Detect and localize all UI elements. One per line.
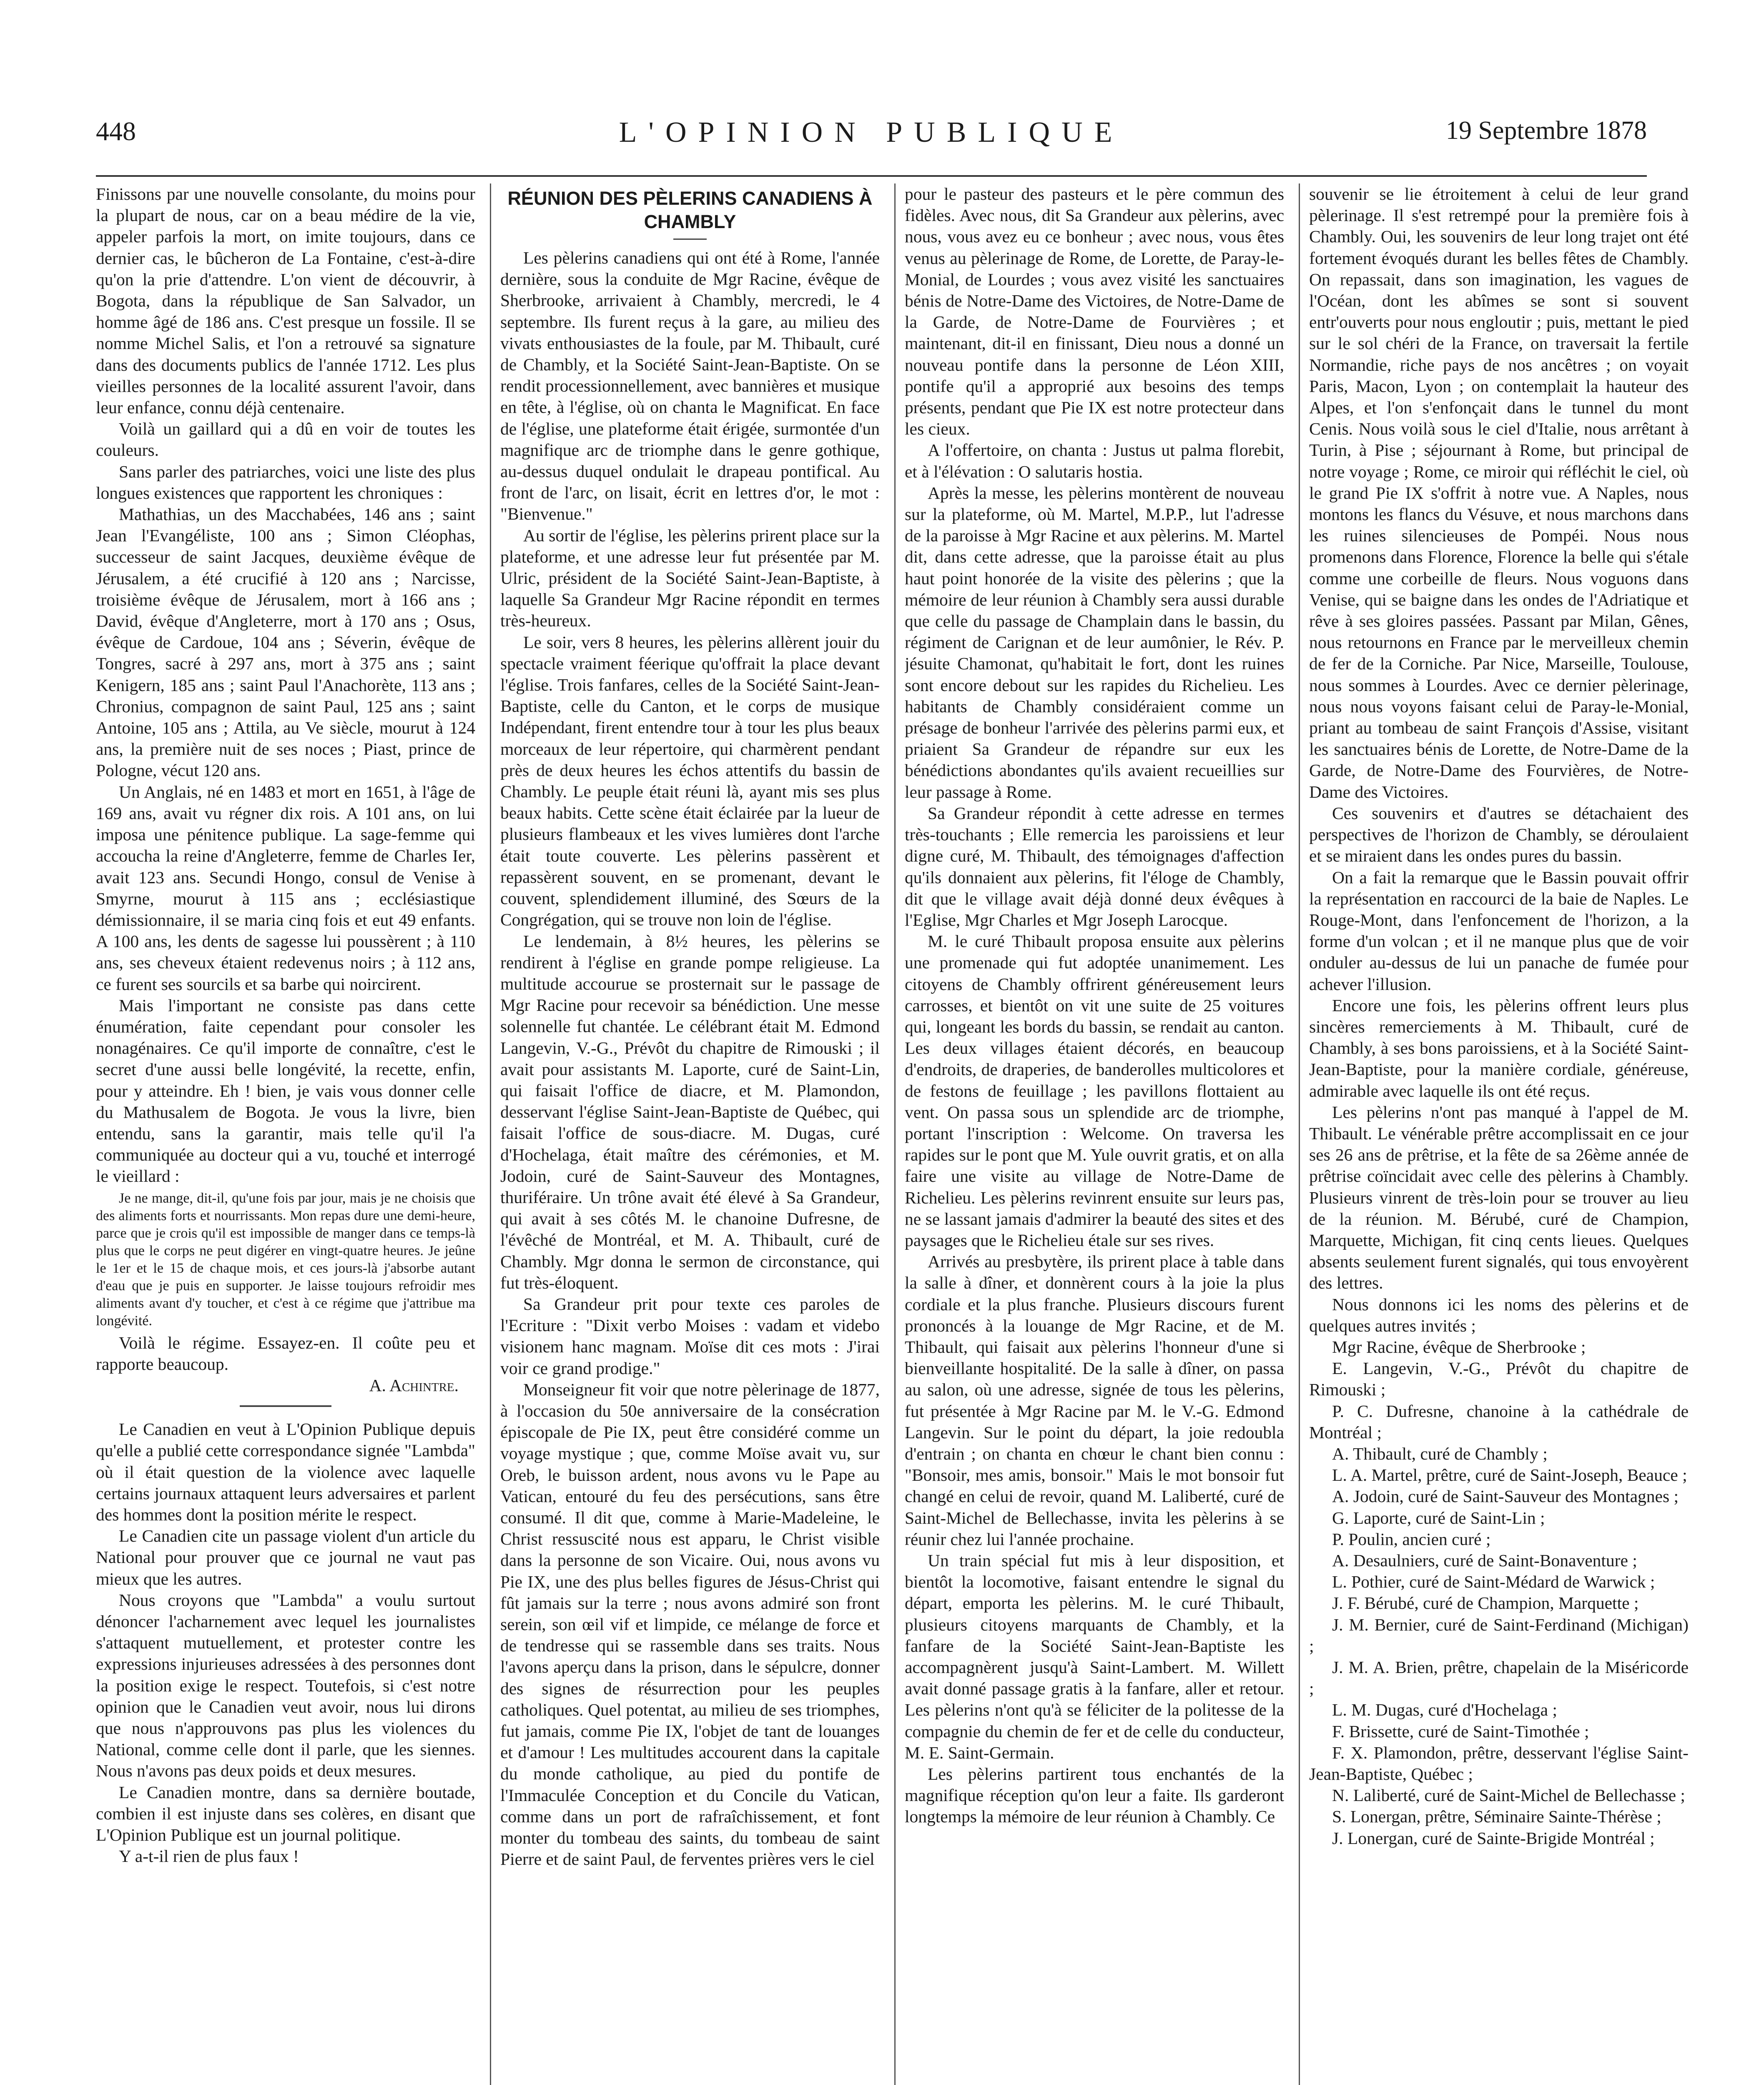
- article-paragraph: Le Canadien cite un passage violent d'un article du National pour prouver que ce journal ne vaut pas mieux que les autres.: [96, 1526, 475, 1588]
- article-paragraph: souvenir se lie étroitement à celui de leur grand pèlerinage. Il s'est retrempé pour la première fois à Chambly. Oui, les souvenirs de leur long trajet ont été fortement évoqués durant les belles fêtes de Chambly. On repassait, dans son imagination, les vagues de l'Océan, dont les abîmes se sont si souvent entr'ouverts pour nous engloutir ; puis, mettant le pied sur le sol chéri de la France, on traversait la fertile Normandie, riche pays de nos ancêtres ; on voyait Paris, Macon, Lyon ; on contemplait la hauteur des Alpes, et l'on s'enfonçait dans le tunnel du mont Cenis. Nous voilà sous le ciel d'Italie, nous arrêtant à Turin, à Pise ; séjournant à Rome, but principal de notre voyage ; Rome, ce miroir qui réfléchit le ciel, où le grand Pie IX s'offrit à notre vue. A Naples, nous montons les flancs du Vésuve, et nous marchons dans les ruines silencieuses de Pompéi. Nous nous promenons dans Florence, Florence la belle qui s'étale comme une corbeille de fleurs. Nous voguons dans Venise, qui se baigne dans les ondes de l'Adriatique et rêve à ses gloires passées. Passant par Milan, Gênes, nous retournons en France par le merveilleux chemin de fer de la Corniche. Par Nice, Marseille, Toulouse, nous sommes à Lourdes. Avec ce dernier pèlerinage, nous nous voyons faisant celui de Paray-le-Monial, priant au tombeau de saint François d'Assise, visitant les sanctuaires bénis de Lorette, de Notre-Dame de la Garde, de Notre-Dame des Fourvières, de Notre-Dame des Victoires.: [1309, 184, 1689, 801]
- column-2: [500, 183, 880, 2085]
- name-entry: F. X. Plamondon, prêtre, desservant l'église Saint-Jean-Baptiste, Québec ;: [1309, 1743, 1689, 1784]
- name-entry: G. Laporte, curé de Saint-Lin ;: [1332, 1508, 1545, 1527]
- name-entry: A. Jodoin, curé de Saint-Sauveur des Montagnes ;: [1332, 1487, 1679, 1506]
- name-entry: L. A. Martel, prêtre, curé de Saint-Joseph, Beauce ;: [1332, 1465, 1687, 1485]
- article-paragraph: Les pèlerins canadiens qui ont été à Rome, l'année dernière, sous la conduite de Mgr Racine, évêque de Sherbrooke, arrivaient à Chambly, mercredi, le 4 septembre. Ils furent reçus à la gare, au milieu des vivats enthousiastes de la foule, par M. Thibault, curé de Chambly, et la Société Saint-Jean-Baptiste. On se rendit processionnellement, avec bannières et musique en tête, à l'église, où on chanta le Magnificat. En face de l'église, une plateforme était érigée, surmontée d'un magnifique arc de triomphe dans le genre gothique, au-dessus duquel ondulait le drapeau pontifical. Au front de l'arc, on lisait, écrit en lettres d'or, le mot : "Bienvenue.": [500, 248, 880, 524]
- article-paragraph: Sa Grandeur répondit à cette adresse en termes très-touchants ; Elle remercia les paroissiens et leur digne curé, M. Thibault, des témoignages d'affection qu'ils donnaient aux pèlerins, fit l'éloge de Chambly, dit que le village avait déjà donné deux évêques à l'Eglise, Mgr Charles et Mgr Joseph Larocque.: [905, 803, 1284, 929]
- article-paragraph: Y a-t-il rien de plus faux !: [119, 1846, 299, 1866]
- name-entry: P. Poulin, ancien curé ;: [1332, 1529, 1491, 1549]
- name-entry: F. Brissette, curé de Saint-Timothée ;: [1332, 1721, 1589, 1741]
- article-paragraph: Monseigneur fit voir que notre pèlerinage de 1877, à l'occasion du 50e anniversaire de la consécration épiscopale de Pie IX, peut être considéré comme un voyage mystique ; que, comme Moïse avait vu, sur Oreb, le buisson ardent, nous avons vu le Pape au Vatican, entouré du feu des persécutions, sans être consumé. Il dit que, comme à Marie-Madeleine, le Christ ressuscité nous est apparu, le Christ visible dans la personne de son Vicaire. Oui, nous avons vu Pie IX, une des plus belles figures de Jésus-Christ qui fût jamais sur la terre ; nous avons admiré son front serein, son œil vif et limpide, ce mélange de force et de tendresse qui se rassemble dans ses traits. Nous l'avons aperçu dans la prison, dans le sépulcre, donner des signes de résurrection pour les peuples catholiques. Quel potentat, au milieu de ses triomphes, fut jamais, comme Pie IX, l'objet de tant de louanges et d'amour ! Les multitudes accourent dans la capitale du monde catholique, au pied du pontife de l'Immaculée Conception et du Concile du Vatican, comme dans un port de rafraîchissement, et font monter du tombeau des saints, du tombeau de saint Pierre et de saint Paul, de ferventes prières vers le ciel: [500, 1379, 880, 1869]
- article-paragraph: On a fait la remarque que le Bassin pouvait offrir la représentation en raccourci de la baie de Naples. Le Rouge-Mont, dans l'enfoncement de l'horizon, a la forme d'un volcan ; et il ne manque plus que de voir onduler au-dessus de lui un panache de fumée pour achever l'illusion.: [1309, 867, 1689, 994]
- page-number: 448: [96, 116, 136, 146]
- name-entry: Mgr Racine, évêque de Sherbrooke ;: [1332, 1337, 1586, 1357]
- column-divider: [894, 183, 896, 2085]
- name-entry: P. C. Dufresne, chanoine à la cathédrale de Montréal ;: [1309, 1401, 1689, 1442]
- article-paragraph: pour le pasteur des pasteurs et le père commun des fidèles. Avec nous, dit Sa Grandeur aux pèlerins, avec nous, vous avez eu ce bonheur ; avec nous, vous êtes venus au pèlerinage de Rome, de Lorette, de Paray-le-Monial, de Lourdes ; vous avez visité les sanctuaires bénis de Notre-Dame des Victoires, de Notre-Dame de la Garde, de Notre-Dame de Fourvières ; et maintenant, dit-il en finissant, Dieu nous a donné un nouveau pontife dans la personne de Léon XIII, pontife qu'il a approprié aux besoins des temps présents, pendant que Pie IX est notre protecteur dans les cieux.: [905, 184, 1284, 439]
- article-heading: RÉUNION DES PÈLERINS CANADIENS À CHAMBLY: [507, 188, 873, 232]
- article-paragraph: Le Canadien en veut à L'Opinion Publique depuis qu'elle a publié cette correspondance signée "Lambda" où il était question de la violence avec laquelle certains journaux attaquent leurs adversaires et parlent des hommes dont la position mérite le respect.: [96, 1419, 475, 1524]
- article-paragraph: M. le curé Thibault proposa ensuite aux pèlerins une promenade qui fut adoptée unanimement. Les citoyens de Chambly offrirent généreusement leurs carrosses, et bientôt on vit une suite de 25 voitures qui, longeant les bords du bassin, se rendait au canton. Les deux villages étaient décorés, en beaucoup d'endroits, de draperies, de banderolles multicolores et de festons de feuillage ; les pavillons flottaient au vent. On passa sous un splendide arc de triomphe, portant l'inscription : Welcome. On traversa les rapides sur le pont que M. Yule ouvrit gratis, et on alla faire une visite au village de Notre-Dame de Richelieu. Les pèlerins revinrent ensuite sur leurs pas, ne se lassant jamais d'admirer la beauté des sites et des paysages que le Richelieu étale sur ses rives.: [905, 932, 1284, 1250]
- name-entry: L. M. Dugas, curé d'Hochelaga ;: [1332, 1700, 1557, 1720]
- article-paragraph: Ces souvenirs et d'autres se détachaient des perspectives de l'horizon de Chambly, se déroulaient et se miraient dans les ondes pures du bassin.: [1309, 803, 1689, 866]
- name-entry: S. Lonergan, prêtre, Séminaire Sainte-Thérèse ;: [1332, 1807, 1661, 1826]
- column-1: [96, 183, 475, 2085]
- issue-date: 19 Septembre 1878: [1445, 116, 1647, 145]
- newspaper-title: L'OPINION PUBLIQUE: [619, 116, 1124, 148]
- name-entry: J. Lonergan, curé de Sainte-Brigide Montréal ;: [1332, 1828, 1655, 1848]
- name-entry: A. Thibault, curé de Chambly ;: [1332, 1444, 1548, 1463]
- name-entry: J. F. Bérubé, curé de Champion, Marquette ;: [1332, 1593, 1639, 1613]
- header-rule: [96, 175, 1647, 177]
- column-3: [905, 183, 1284, 2085]
- article-paragraph: Finissons par une nouvelle consolante, du moins pour la plupart de nous, car on a beau médire de la vie, appeler parfois la mort, on imite toujours, dans ce dernier cas, le bûcheron de La Fontaine, c'est-à-dire qu'on la prie d'attendre. L'on vient de découvrir, à Bogota, dans la république de San Salvador, un homme âgé de 186 ans. C'est presque un fossile. Il se nomme Michel Salis, et l'on a retrouvé sa signature dans des documents publics de l'année 1712. Les plus vieilles personnes de la localité assurent l'avoir, dans leur enfance, connu déjà centenaire.: [96, 184, 475, 417]
- name-entry: E. Langevin, V.-G., Prévôt du chapitre de Rimouski ;: [1309, 1359, 1689, 1399]
- section-divider: [240, 1405, 331, 1407]
- name-entry: J. M. A. Brien, prêtre, chapelain de la Miséricorde ;: [1309, 1658, 1689, 1698]
- article-paragraph: Après la messe, les pèlerins montèrent de nouveau sur la plateforme, où M. Martel, M.P.P., lut l'adresse de la paroisse à Mgr Racine et aux pèlerins. M. Martel dit, dans cette adresse, que la paroisse était au plus haut point honorée de la visite des pèlerins ; que la mémoire de leur réunion à Chambly sera aussi durable que celle du passage de Champlain dans le bassin, du régiment de Carignan et de leur aumônier, le Rév. P. jésuite Chamonat, qu'habitait le fort, dont les ruines sont encore debout sur les rapides du Richelieu. Les habitants de Chambly considéraient comme un présage de bonheur l'arrivée des pèlerins parmi eux, et priaient Sa Grandeur de répandre sur eux les bénédictions abondantes qu'ils avaient recueillies sur leur passage à Rome.: [905, 483, 1284, 801]
- author-signature: A. Achintre.: [369, 1375, 459, 1395]
- heading-dash: [673, 239, 707, 240]
- article-paragraph: Voilà le régime. Essayez-en. Il coûte peu et rapporte beaucoup.: [96, 1333, 475, 1374]
- name-entry: A. Desaulniers, curé de Saint-Bonaventure ;: [1332, 1551, 1637, 1570]
- column-divider: [490, 183, 491, 2085]
- page-header: [96, 116, 1647, 162]
- article-paragraph: Sa Grandeur prit pour texte ces paroles de l'Ecriture : "Dixit verbo Moises : vadam et videbo visionem hanc magnam. Moïse dit ces mots : J'irai voir ce grand prodige.": [500, 1294, 880, 1378]
- name-entry: L. Pothier, curé de Saint-Médard de Warwick ;: [1332, 1572, 1655, 1592]
- article-paragraph: Au sortir de l'église, les pèlerins prirent place sur la plateforme, et une adresse leur fut présentée par M. Ulric, président de la Société Saint-Jean-Baptiste, à laquelle Sa Grandeur Mgr Racine répondit en termes très-heureux.: [500, 525, 880, 631]
- article-paragraph: Nous donnons ici les noms des pèlerins et de quelques autres invités ;: [1309, 1294, 1689, 1335]
- article-paragraph: Le soir, vers 8 heures, les pèlerins allèrent jouir du spectacle vraiment féerique qu'offrait la place devant l'église. Trois fanfares, celles de la Société Saint-Jean-Baptiste, celle du Canton, et le corps de musique Indépendant, firent entendre tour à tour les plus beaux morceaux de leur répertoire, qui charmèrent pendant près de deux heures les échos attentifs du bassin de Chambly. Le peuple était réuni là, ayant mis ses plus beaux habits. Cette scène était éclairée par la lueur de plusieurs flambeaux et les vives lumières dont l'arche était toute couverte. Les pèlerins passèrent et repassèrent souvent, en se promenant, devant le couvent, splendidement illuminé, des Sœurs de la Congrégation, qui se trouve non loin de l'église.: [500, 632, 880, 929]
- article-paragraph: A l'offertoire, on chanta : Justus ut palma florebit, et à l'élévation : O salutaris hostia.: [905, 440, 1284, 481]
- article-paragraph: Mathathias, un des Macchabées, 146 ans ; saint Jean l'Evangéliste, 100 ans ; Simon Cléophas, successeur de saint Jacques, deuxième évêque de Jérusalem, a été crucifié à 120 ans ; Narcisse, troisième évêque de Jérusalem, mort à 166 ans ; David, évêque d'Angleterre, mort à 170 ans ; Osus, évêque de Cardoue, 104 ans ; Séverin, évêque de Tongres, sacré à 297 ans, mort à 375 ans ; saint Kenigern, 185 ans ; saint Paul l'Anachorète, 113 ans ; Chronius, compagnon de saint Paul, 125 ans ; saint Antoine, 105 ans ; Attila, au Ve siècle, mourut à 124 ans, la première nuit de ses noces ; Piast, prince de Pologne, vécut 120 ans.: [96, 505, 475, 780]
- article-paragraph: Un Anglais, né en 1483 et mort en 1651, à l'âge de 169 ans, avait vu régner dix rois. A 101 ans, on lui imposa une pénitence publique. La sage-femme qui accoucha la reine d'Angleterre, femme de Charles Ier, avait 123 ans. Secundi Hongo, consul de Venise à Smyrne, mourut à 115 ans ; ecclésiastique démissionnaire, il se maria cinq fois et eut 49 enfants. A 100 ans, les dents de sagesse lui poussèrent ; à 110 ans, ses cheveux étaient redevenus noirs ; à 112 ans, ce furent ses sourcils et sa barbe qui noircirent.: [96, 782, 475, 994]
- article-paragraph: Les pèlerins n'ont pas manqué à l'appel de M. Thibault. Le vénérable prêtre accomplissait en ce jour ses 26 ans de prêtrise, et la fête de sa 26ème année de prêtrise coïncidait avec celle des pèlerins à Chambly. Plusieurs vinrent de très-loin pour se trouver au lieu de la réunion. M. Bérubé, curé de Champion, Marquette, Michigan, fit cinq cents lieues. Quelques absents seulement furent signalés, qui tous envoyèrent des lettres.: [1309, 1102, 1689, 1293]
- quote-paragraph: Je ne mange, dit-il, qu'une fois par jour, mais je ne choisis que des aliments forts et nourrissants. Mon repas dure une demi-heure, parce que je crois qu'il est impossible de manger dans ce temps-là plus que le corps ne peut digérer en vingt-quatre heures. Je jeûne le 1er et le 15 de chaque mois, et ces jours-là j'absorbe autant d'eau que je puis en supporter. Je laisse toujours refroidir mes aliments avant d'y toucher, et c'est à ce régime que j'attribue ma longévité.: [96, 1190, 475, 1329]
- article-paragraph: Nous croyons que "Lambda" a voulu surtout dénoncer l'acharnement avec lequel les journalistes s'attaquent mutuellement, et protester contre les expressions injurieuses adressées à des personnes dont la position exige le respect. Toutefois, si c'est notre opinion que le Canadien veut avoir, nous lui dirons que nous n'approuvons pas plus les violences du National, comme celle dont il parle, que les siennes. Nous n'avons pas deux poids et deux mesures.: [96, 1590, 475, 1781]
- article-paragraph: Sans parler des patriarches, voici une liste des plus longues existences que rapportent les chroniques :: [96, 462, 475, 502]
- name-entry: J. M. Bernier, curé de Saint-Ferdinand (Michigan) ;: [1309, 1615, 1689, 1655]
- article-paragraph: Mais l'important ne consiste pas dans cette énumération, faite cependant pour consoler les nonagénaires. Ce qu'il importe de connaître, c'est le secret d'une aussi belle longévité, la recette, enfin, pour y atteindre. Eh ! bien, je vais vous donner celle du Mathusalem de Bogota. Je vous la livre, bien entendu, sans la garantir, mais telle qu'il l'a communiquée au docteur qui a vu, touché et interrogé le vieillard :: [96, 995, 475, 1186]
- column-divider: [1299, 183, 1300, 2085]
- article-paragraph: Les pèlerins partirent tous enchantés de la magnifique réception qu'on leur a faite. Ils garderont longtemps la mémoire de leur réunion à Chambly. Ce: [905, 1764, 1284, 1826]
- column-4: [1309, 183, 1689, 2085]
- article-paragraph: Arrivés au presbytère, ils prirent place à table dans la salle à dîner, et donnèrent cours à la joie la plus cordiale et la plus franche. Plusieurs discours furent prononcés à la louange de Mgr Racine, et de M. Thibault, qui faisait aux pèlerins l'honneur d'une si bienveillante hospitalité. De la salle à dîner, on passa au salon, où une adresse, signée de tous les pèlerins, fut présentée à Mgr Racine par M. le V.-G. Edmond Langevin. Sur le point du départ, la joie redoubla d'entrain ; on chanta en chœur le chant bien connu : "Bonsoir, mes amis, bonsoir." Mais le mot bonsoir fut changé en celui de revoir, quand M. Laliberté, curé de Saint-Michel de Bellechasse, invita les pèlerins à se réunir chez lui l'année prochaine.: [905, 1252, 1284, 1549]
- name-entry: N. Laliberté, curé de Saint-Michel de Bellechasse ;: [1332, 1786, 1685, 1805]
- article-paragraph: Le lendemain, à 8½ heures, les pèlerins se rendirent à l'église en grande pompe religieuse. La multitude accourue se prosternait sur le passage de Mgr Racine pour recevoir sa bénédiction. Une messe solennelle fut chantée. Le célébrant était M. Edmond Langevin, V.-G., Prévôt du chapitre de Rimouski ; il avait pour assistants M. Laporte, curé de Saint-Lin, qui faisait l'office de diacre, et M. Plamondon, desservant l'église Saint-Jean-Baptiste de Québec, qui faisait l'office de sous-diacre. M. Dugas, curé d'Hochelaga, était maître des cérémonies, et M. Jodoin, curé de Saint-Sauveur des Montagnes, thuriféraire. Un trône avait été élevé à Sa Grandeur, qui avait à ses côtés M. le chanoine Dufresne, de l'évêché de Montréal, et M. A. Thibault, curé de Chambly. Mgr donna le sermon de circonstance, qui fut très-éloquent.: [500, 931, 880, 1292]
- article-paragraph: Le Canadien montre, dans sa dernière boutade, combien il est injuste dans ses colères, en disant que L'Opinion Publique est un journal politique.: [96, 1782, 475, 1845]
- article-paragraph: Voilà un gaillard qui a dû en voir de toutes les couleurs.: [96, 419, 475, 460]
- article-paragraph: Un train spécial fut mis à leur disposition, et bientôt la locomotive, faisant entendre le signal du départ, emporta les pèlerins. M. le curé Thibault, plusieurs citoyens marquants de Chambly, et la fanfare de la Société Saint-Jean-Baptiste les accompagnèrent jusqu'à Saint-Lambert. M. Willett avait donné passage gratis à la fanfare, aller et retour. Les pèlerins n'ont qu'à se féliciter de la politesse de la compagnie du chemin de fer et de celle du conducteur, M. E. Saint-Germain.: [905, 1551, 1284, 1762]
- article-paragraph: Encore une fois, les pèlerins offrent leurs plus sincères remerciements à M. Thibault, curé de Chambly, à ses bons paroissiens, et à la Société Saint-Jean-Baptiste, pour la manière cordiale, généreuse, admirable avec laquelle ils ont été reçus.: [1309, 995, 1689, 1100]
